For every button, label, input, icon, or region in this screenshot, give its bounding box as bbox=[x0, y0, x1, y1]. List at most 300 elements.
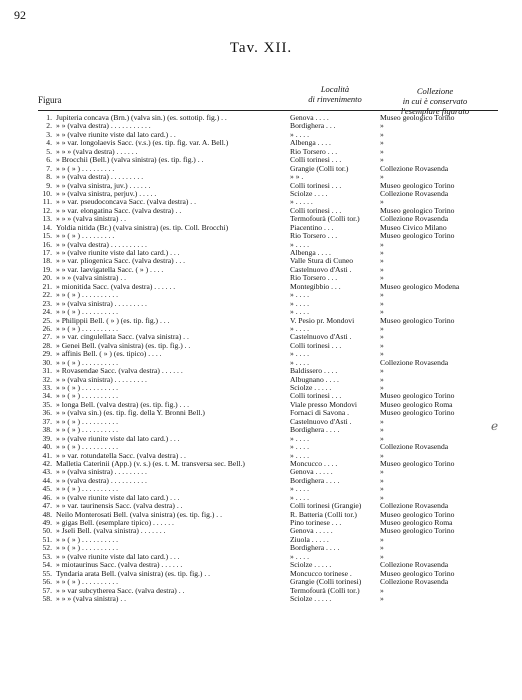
table-row bbox=[0, 317, 522, 325]
table-row bbox=[0, 148, 522, 156]
collection-cell: Museo geologico Roma bbox=[380, 400, 453, 409]
collection-cell: » bbox=[380, 586, 384, 595]
collection-cell: Museo geologico Torino bbox=[380, 510, 455, 519]
locality-cell: » . . . . bbox=[290, 434, 309, 443]
figure-number: 39. bbox=[42, 434, 52, 443]
locality-cell: Montegibbio . . . bbox=[290, 282, 341, 291]
figure-number: 1. bbox=[46, 114, 52, 122]
figure-number: 25. bbox=[42, 316, 52, 325]
figure-description: » » (valve riunite viste dal lato card.) . . . bbox=[56, 434, 180, 443]
locality-cell: V. Pesio pr. Mondovi bbox=[290, 316, 355, 325]
table-row bbox=[0, 595, 522, 603]
figure-number: 19. bbox=[42, 265, 52, 274]
figure-number: 23. bbox=[42, 299, 52, 308]
figure-number: 58. bbox=[42, 594, 52, 603]
collection-cell: Museo geologico Torino bbox=[380, 114, 455, 122]
figure-description: » » var. longolaevis Sacc. (v.s.) (es. tip. fig. var. A. Bell.) bbox=[56, 139, 229, 148]
table-row bbox=[0, 165, 522, 173]
figure-number: 37. bbox=[42, 417, 52, 426]
figure-number: 31. bbox=[42, 367, 52, 376]
figure-description: » » var subcytherea Sacc. (valva destra) . . bbox=[56, 586, 185, 595]
table-row bbox=[0, 342, 522, 350]
table-row bbox=[0, 224, 522, 232]
figure-number: 54. bbox=[42, 561, 52, 570]
locality-cell: » . . . . bbox=[290, 130, 309, 139]
locality-cell: » . . . . bbox=[290, 485, 309, 494]
figure-description: » » ( » ) . . . . . . . . . . bbox=[56, 417, 119, 426]
locality-cell: » . . . . bbox=[290, 350, 309, 359]
figure-description: » » » (valva destra) . . . . . . bbox=[56, 147, 138, 156]
table-row bbox=[0, 544, 522, 552]
collection-cell: » bbox=[380, 426, 384, 435]
locality-cell: » . . . . bbox=[290, 451, 309, 460]
collection-cell: » bbox=[380, 324, 384, 333]
collection-cell: » bbox=[380, 350, 384, 359]
figure-description: » » ( » ) . . . . . . . . . . bbox=[56, 426, 119, 435]
locality-cell: Bordighera . . . . bbox=[290, 426, 340, 435]
collection-cell: » bbox=[380, 375, 384, 384]
figure-number: 47. bbox=[42, 502, 52, 511]
locality-cell: Colli torinesi . . . bbox=[290, 341, 342, 350]
figure-description: » » (valva destra) . . . . . . . . . . . bbox=[56, 122, 151, 131]
figure-description: » longa Bell. (valva destra) (es. tip. fig.) . . . bbox=[56, 400, 190, 409]
figure-description: » » ( » ) . . . . . . . . . . bbox=[56, 578, 119, 587]
collection-cell: Collezione Rovasenda bbox=[380, 189, 449, 198]
figure-description: Yoldia nitida (Br.) (valva sinistra) (es. tip. Coll. Brocchi) bbox=[56, 223, 229, 232]
collection-cell: » bbox=[380, 535, 384, 544]
table-row bbox=[0, 376, 522, 384]
figure-description: » » (valva destra) . . . . . . . . . . bbox=[56, 476, 147, 485]
collection-cell: Collezione Rovasenda bbox=[380, 358, 449, 367]
locality-cell: Bordighera . . . bbox=[290, 122, 336, 131]
figure-number: 18. bbox=[42, 257, 52, 266]
collection-cell: » bbox=[380, 240, 384, 249]
figure-number: 12. bbox=[42, 206, 52, 215]
locality-cell: » . . . . bbox=[290, 291, 309, 300]
table-row bbox=[0, 536, 522, 544]
collection-cell: » bbox=[380, 198, 384, 207]
figure-number: 17. bbox=[42, 249, 52, 257]
locality-cell: Moncucco torinese . bbox=[290, 569, 352, 578]
figure-number: 49. bbox=[42, 519, 52, 527]
figure-description: » gigas Bell. (esemplare tipico) . . . . . . bbox=[56, 519, 174, 527]
table-row bbox=[0, 502, 522, 510]
locality-cell: Piacentino . . . bbox=[290, 223, 334, 232]
table-row bbox=[0, 274, 522, 282]
figure-number: 40. bbox=[42, 443, 52, 452]
figure-description: » » (valve riunite viste dal lato card.) . . . bbox=[56, 552, 180, 561]
locality-cell: Sciolze . . . . . bbox=[290, 384, 332, 392]
collection-cell: » bbox=[380, 384, 384, 392]
collection-cell: » bbox=[380, 468, 384, 477]
collection-cell: Museo geologico Torino bbox=[380, 206, 455, 215]
header-rule bbox=[38, 110, 498, 111]
figure-number: 38. bbox=[42, 426, 52, 435]
figure-number: 20. bbox=[42, 274, 52, 283]
figure-description: » Rovasendae Sacc. (valva destra) . . . . . . bbox=[56, 367, 183, 376]
table-row bbox=[0, 477, 522, 485]
collection-cell: » bbox=[380, 308, 384, 317]
table-row bbox=[0, 359, 522, 367]
locality-cell: Genova . . . . . bbox=[290, 468, 333, 477]
figure-number: 7. bbox=[46, 164, 52, 173]
table-row bbox=[0, 401, 522, 409]
locality-cell: Valle Stura di Cuneo bbox=[290, 257, 354, 266]
figure-number: 5. bbox=[46, 147, 52, 156]
table-row bbox=[0, 409, 522, 417]
figure-description: » » ( » ) . . . . . . . . . . bbox=[56, 308, 119, 317]
figure-number: 45. bbox=[42, 485, 52, 494]
figure-number: 48. bbox=[42, 510, 52, 519]
collection-cell: Museo geologico Torino bbox=[380, 569, 455, 578]
figure-description: » » ( » ) . . . . . . . . . . bbox=[56, 358, 119, 367]
table-row bbox=[0, 207, 522, 215]
figure-description: » » (valve riunite viste dal lato card.) . . bbox=[56, 130, 176, 139]
figure-number: 55. bbox=[42, 569, 52, 578]
figure-number: 43. bbox=[42, 468, 52, 477]
collection-cell: Collezione Rovasenda bbox=[380, 215, 449, 224]
collection-cell: » bbox=[380, 367, 384, 376]
collection-cell: » bbox=[380, 122, 384, 131]
figure-number: 42. bbox=[42, 459, 52, 468]
collection-cell: » bbox=[380, 139, 384, 148]
locality-cell: » . . . . . bbox=[290, 198, 313, 207]
locality-cell: Colli torinesi . . . bbox=[290, 206, 342, 215]
collection-cell: » bbox=[380, 130, 384, 139]
table-row bbox=[0, 131, 522, 139]
table-row bbox=[0, 266, 522, 274]
collection-cell: Museo geologico Modena bbox=[380, 282, 460, 291]
table-row bbox=[0, 494, 522, 502]
table-row bbox=[0, 511, 522, 519]
figure-number: 34. bbox=[42, 392, 52, 401]
figure-number: 50. bbox=[42, 527, 52, 536]
table-row bbox=[0, 553, 522, 561]
header-localita bbox=[280, 84, 390, 104]
locality-cell: Castelnuovo d'Asti . bbox=[290, 333, 352, 342]
header-collezione-line3: l'esemplare figurato bbox=[400, 106, 470, 116]
locality-cell: Fornaci di Savona . bbox=[290, 409, 350, 418]
collection-cell: Museo geologico Torino bbox=[380, 316, 455, 325]
table-row bbox=[0, 114, 522, 122]
table-row bbox=[0, 367, 522, 375]
locality-cell: Genova . . . . bbox=[290, 114, 329, 122]
table-row bbox=[0, 468, 522, 476]
figure-description: » » ( » ) . . . . . . . . . . bbox=[56, 443, 119, 452]
figure-number: 32. bbox=[42, 375, 52, 384]
table-row bbox=[0, 139, 522, 147]
figure-description: Jupiteria concava (Brn.) (valva sin.) (es. sottotip. fig.) . . bbox=[56, 114, 227, 122]
figure-description: » » ( » ) . . . . . . . . . . bbox=[56, 544, 119, 553]
figure-description: » » (valva sinistra, perjuv.) . . . . . bbox=[56, 189, 157, 198]
table-row bbox=[0, 215, 522, 223]
locality-cell: Grangie (Colli tor.) bbox=[290, 164, 349, 173]
locality-cell: Sciolze . . . . . bbox=[290, 561, 332, 570]
table-row bbox=[0, 452, 522, 460]
figure-description: » » var. taurinensis Sacc. (valva destra) . . bbox=[56, 502, 183, 511]
locality-cell: Genova . . . . . bbox=[290, 527, 333, 536]
table-row bbox=[0, 426, 522, 434]
locality-cell: Colli torinesi . . . bbox=[290, 181, 342, 190]
plate-title: Tav. XII. bbox=[229, 40, 293, 56]
collection-cell: » bbox=[380, 417, 384, 426]
figure-description: » » ( » ) . . . . . . . . . bbox=[56, 232, 115, 241]
collection-cell: » bbox=[380, 552, 384, 561]
figure-number: 14. bbox=[42, 223, 52, 232]
figure-number: 44. bbox=[42, 476, 52, 485]
table-row bbox=[0, 443, 522, 451]
locality-cell: Castelnuovo d'Asti . bbox=[290, 265, 352, 274]
table-row bbox=[0, 190, 522, 198]
collection-cell: » bbox=[380, 291, 384, 300]
figure-description: » » (valva sinistra) . . . . . . . . . bbox=[56, 299, 147, 308]
locality-cell: Albenga . . . . bbox=[290, 139, 331, 148]
table-row bbox=[0, 333, 522, 341]
collection-cell: Museo geologico Torino bbox=[380, 527, 455, 536]
figure-table bbox=[0, 114, 522, 603]
collection-cell: Museo geologico Roma bbox=[380, 519, 453, 527]
figure-description: » » (valva sinistra) . . . . . . . . . bbox=[56, 468, 147, 477]
figure-number: 21. bbox=[42, 282, 52, 291]
collection-cell: » bbox=[380, 299, 384, 308]
figure-number: 8. bbox=[46, 173, 52, 182]
figure-number: 15. bbox=[42, 232, 52, 241]
pencil-mark: ℯ bbox=[491, 419, 499, 433]
figure-description: » » var. elongatina Sacc. (valva destra) . . bbox=[56, 206, 182, 215]
collection-cell: Museo geologico Torino bbox=[380, 181, 455, 190]
table-row bbox=[0, 291, 522, 299]
figure-description: » » ( » ) . . . . . . . . . . bbox=[56, 384, 119, 392]
table-row bbox=[0, 384, 522, 392]
figure-number: 56. bbox=[42, 578, 52, 587]
figure-number: 29. bbox=[42, 350, 52, 359]
figure-number: 30. bbox=[42, 358, 52, 367]
collection-cell: » bbox=[380, 274, 384, 283]
collection-cell: Collezione Rovasenda bbox=[380, 502, 449, 511]
figure-description: » Brocchii (Bell.) (valva sinistra) (es. tip. fig.) . . bbox=[56, 156, 204, 165]
collection-cell: Museo geologico Torino bbox=[380, 459, 455, 468]
figure-description: » » var. pseudoconcava Sacc. (valva destra) . . bbox=[56, 198, 197, 207]
locality-cell: » . . . . bbox=[290, 443, 309, 452]
figure-description: » » ( » ) . . . . . . . . . . bbox=[56, 535, 119, 544]
locality-cell: Termofourà (Colli tor.) bbox=[290, 586, 360, 595]
figure-description: » » ( » ) . . . . . . . . . . bbox=[56, 324, 119, 333]
figure-description: » » var. laevigatella Sacc. ( » ) . . . . bbox=[56, 265, 164, 274]
figure-number: 10. bbox=[42, 189, 52, 198]
figure-description: » » ( » ) . . . . . . . . . . bbox=[56, 485, 119, 494]
collection-cell: » bbox=[380, 333, 384, 342]
locality-cell: » . . . . bbox=[290, 493, 309, 502]
figure-number: 24. bbox=[42, 308, 52, 317]
header-localita-line1: Località bbox=[320, 84, 350, 94]
collection-cell: » bbox=[380, 493, 384, 502]
figure-number: 16. bbox=[42, 240, 52, 249]
table-row bbox=[0, 418, 522, 426]
figure-number: 51. bbox=[42, 535, 52, 544]
collection-cell: » bbox=[380, 341, 384, 350]
header-figura: Figura bbox=[38, 95, 62, 105]
collection-cell: » bbox=[380, 156, 384, 165]
page-number: 92 bbox=[14, 8, 26, 22]
figure-description: » » (valva sinistra) . . . . . . . . . bbox=[56, 375, 147, 384]
figure-description: » » ( » ) . . . . . . . . . . bbox=[56, 392, 119, 401]
locality-cell: Moncucco . . . . bbox=[290, 459, 338, 468]
figure-number: 46. bbox=[42, 493, 52, 502]
figure-number: 52. bbox=[42, 544, 52, 553]
table-row bbox=[0, 578, 522, 586]
collection-cell: » bbox=[380, 147, 384, 156]
collection-cell: Collezione Rovasenda bbox=[380, 164, 449, 173]
table-row bbox=[0, 173, 522, 181]
header-localita-line2: di rinvenimento bbox=[308, 94, 362, 104]
table-row bbox=[0, 156, 522, 164]
collection-cell: Museo geologico Torino bbox=[380, 409, 455, 418]
table-row bbox=[0, 587, 522, 595]
table-row bbox=[0, 519, 522, 527]
table-row bbox=[0, 241, 522, 249]
table-row bbox=[0, 460, 522, 468]
locality-cell: Rio Torsero . . . bbox=[290, 232, 338, 241]
locality-cell: Colli torinesi (Grangie) bbox=[290, 502, 362, 511]
collection-cell: » bbox=[380, 249, 384, 257]
locality-cell: Castelnuovo d'Asti . bbox=[290, 417, 352, 426]
figure-number: 28. bbox=[42, 341, 52, 350]
collection-cell: » bbox=[380, 544, 384, 553]
collection-cell: » bbox=[380, 451, 384, 460]
figure-description: » affinis Bell. ( » ) (es. tipico) . . . . bbox=[56, 350, 162, 359]
locality-cell: Viale presso Mondovi bbox=[290, 400, 358, 409]
locality-cell: » . . . . bbox=[290, 324, 309, 333]
figure-description: » » var. rotundatella Sacc. (valva destra) . . bbox=[56, 451, 186, 460]
collection-cell: » bbox=[380, 257, 384, 266]
table-row bbox=[0, 257, 522, 265]
collection-cell: » bbox=[380, 485, 384, 494]
figure-description: » » (valve riunite viste dal lato card.) . . . bbox=[56, 249, 180, 257]
figure-number: 53. bbox=[42, 552, 52, 561]
table-row bbox=[0, 392, 522, 400]
figure-description: » » (valva destra) . . . . . . . . . bbox=[56, 173, 144, 182]
figure-number: 57. bbox=[42, 586, 52, 595]
locality-cell: Sciolze . . . . . bbox=[290, 594, 332, 603]
figure-description: Tyndaria arata Bell. (valva sinistra) (es. tip. fig.) . . bbox=[56, 569, 211, 578]
table-row bbox=[0, 198, 522, 206]
figure-number: 26. bbox=[42, 324, 52, 333]
figure-number: 13. bbox=[42, 215, 52, 224]
figure-description: » Jseli Bell. (valva sinistra) . . . . . . . bbox=[56, 527, 166, 536]
figure-description: » » (valve riunite viste dal lato card.) . . . bbox=[56, 493, 180, 502]
locality-cell: Grangie (Colli torinesi) bbox=[290, 578, 362, 587]
header-collezione bbox=[380, 86, 490, 116]
locality-cell: » . . . . bbox=[290, 240, 309, 249]
figure-description: » » var. cingulellata Sacc. (valva sinistra) . . bbox=[56, 333, 189, 342]
collection-cell: » bbox=[380, 594, 384, 603]
table-row bbox=[0, 300, 522, 308]
locality-cell: Rio Torsero . . . bbox=[290, 147, 338, 156]
figure-description: » » (valva destra) . . . . . . . . . . bbox=[56, 240, 147, 249]
collection-cell: Collezione Rovasenda bbox=[380, 561, 449, 570]
figure-number: 4. bbox=[46, 139, 52, 148]
collection-cell: Museo Civico Milano bbox=[380, 223, 447, 232]
locality-cell: Colli torinesi . . . bbox=[290, 156, 342, 165]
header-collezione-line1: Collezione bbox=[416, 86, 454, 96]
figure-description: » » ( » ) . . . . . . . . . bbox=[56, 164, 115, 173]
locality-cell: Termofourà (Colli tor.) bbox=[290, 215, 360, 224]
locality-cell: Albenga . . . . bbox=[290, 249, 331, 257]
locality-cell: » . . . . bbox=[290, 308, 309, 317]
locality-cell: Sciolze . . . . bbox=[290, 189, 328, 198]
table-row bbox=[0, 527, 522, 535]
locality-cell: Rio Torsero . . . bbox=[290, 274, 338, 283]
table-row bbox=[0, 283, 522, 291]
figure-description: Malletia Caterinii (App.) (v. s.) (es. t. M. transversa sec. Bell.) bbox=[56, 459, 245, 468]
collection-cell: Collezione Rovasenda bbox=[380, 443, 449, 452]
locality-cell: Ziuola . . . . . bbox=[290, 535, 329, 544]
locality-cell: Bordighera . . . . bbox=[290, 476, 340, 485]
figure-number: 9. bbox=[46, 181, 52, 190]
figure-description: » Philippii Bell. ( » ) (es. tip. fig.) . . . bbox=[56, 316, 170, 325]
figure-description: » mionitida Sacc. (valva destra) . . . . . . bbox=[56, 282, 176, 291]
table-row bbox=[0, 308, 522, 316]
locality-cell: Colli torinesi . . . bbox=[290, 392, 342, 401]
table-row bbox=[0, 122, 522, 130]
figure-description: » miotaurinus Sacc. (valva destra) . . . . . . bbox=[56, 561, 183, 570]
figure-description: » » » (valva sinistra) . . bbox=[56, 215, 127, 224]
collection-cell: Collezione Rovasenda bbox=[380, 578, 449, 587]
locality-cell: » . . . . bbox=[290, 552, 309, 561]
figure-description: » » » (valva sinistra) . . bbox=[56, 594, 127, 603]
table-row bbox=[0, 232, 522, 240]
figure-number: 22. bbox=[42, 291, 52, 300]
figure-description: » » var. pliogenica Sacc. (valva destra) . . . bbox=[56, 257, 186, 266]
collection-cell: Museo geologico Torino bbox=[380, 232, 455, 241]
table-row bbox=[0, 561, 522, 569]
figure-number: 3. bbox=[46, 130, 52, 139]
figure-number: 6. bbox=[46, 156, 52, 165]
figure-description: » » ( » ) . . . . . . . . . . bbox=[56, 291, 119, 300]
table-row bbox=[0, 325, 522, 333]
locality-cell: Albugnano . . . . bbox=[290, 375, 339, 384]
figure-number: 33. bbox=[42, 384, 52, 392]
table-row bbox=[0, 570, 522, 578]
locality-cell: » . . . . bbox=[290, 299, 309, 308]
locality-cell: » » . bbox=[290, 173, 304, 182]
collection-cell: » bbox=[380, 476, 384, 485]
figure-number: 2. bbox=[46, 122, 52, 131]
locality-cell: Pino torinese . . . bbox=[290, 519, 342, 527]
figure-description: Neilo Monterosati Bell. (valva sinistra) (es. tip. fig.) . . bbox=[56, 510, 222, 519]
locality-cell: Baldissero . . . . bbox=[290, 367, 338, 376]
figure-description: » » (valva sin.) (es. tip. fig. della Y. Bronni Bell.) bbox=[56, 409, 205, 418]
header-collezione-line2: in cui è conservato bbox=[402, 96, 468, 106]
table-row bbox=[0, 249, 522, 257]
figure-number: 35. bbox=[42, 400, 52, 409]
figure-description: » » » (valva sinistra) . . bbox=[56, 274, 127, 283]
table-row bbox=[0, 182, 522, 190]
figure-number: 11. bbox=[42, 198, 52, 207]
table-row bbox=[0, 350, 522, 358]
figure-description: » » (valva sinistra, juv.) . . . . . . bbox=[56, 181, 151, 190]
figure-number: 27. bbox=[42, 333, 52, 342]
collection-cell: » bbox=[380, 265, 384, 274]
locality-cell: Bordighera . . . . bbox=[290, 544, 340, 553]
table-row bbox=[0, 435, 522, 443]
locality-cell: » . . . . bbox=[290, 358, 309, 367]
figure-number: 41. bbox=[42, 451, 52, 460]
locality-cell: R. Batteria (Colli tor.) bbox=[290, 510, 357, 519]
collection-cell: » bbox=[380, 434, 384, 443]
figure-description: » Genei Bell. (valva sinistra) (es. tip. fig.) . . bbox=[56, 341, 191, 350]
table-row bbox=[0, 485, 522, 493]
